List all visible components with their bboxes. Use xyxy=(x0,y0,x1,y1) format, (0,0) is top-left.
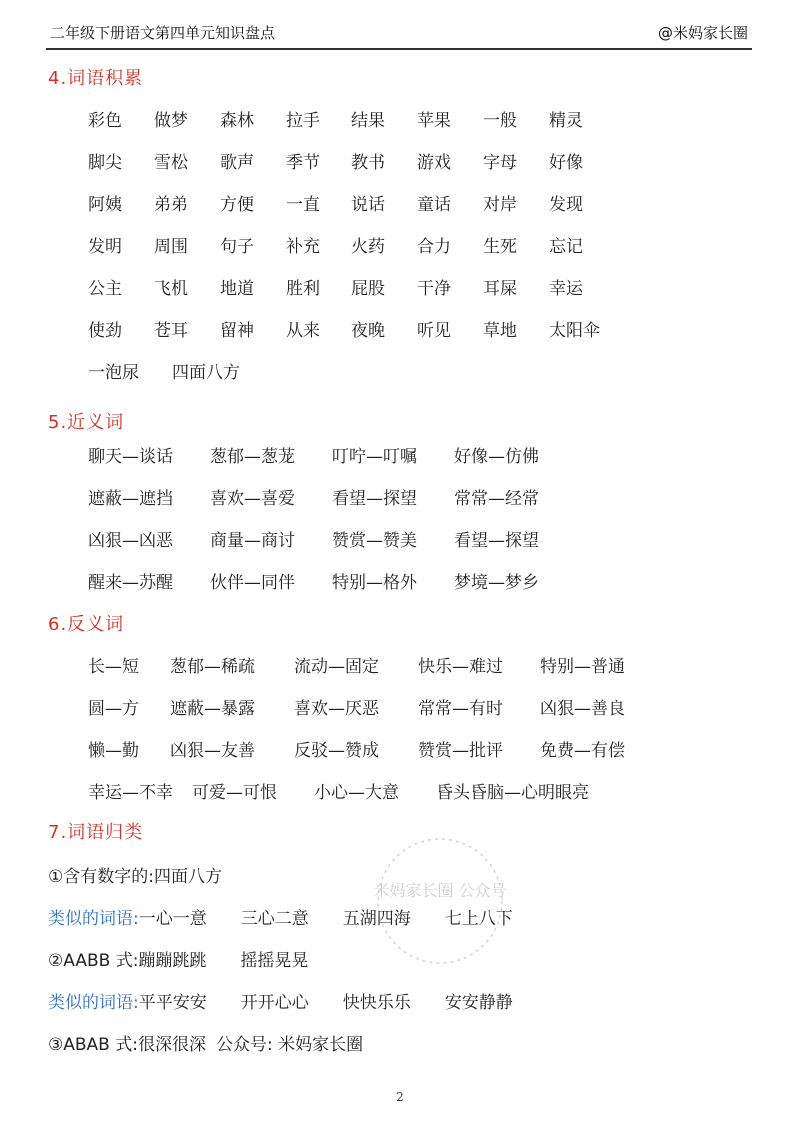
classify-item-3: ③ABAB 式:很深很深 xyxy=(48,1035,206,1055)
vocab-item: 补充 xyxy=(286,237,320,257)
synonym-item: 伙伴—同伴 xyxy=(210,573,295,593)
header-account: @米妈家长圈 xyxy=(657,24,748,42)
antonym-item: 快乐—难过 xyxy=(418,657,503,677)
antonym-item: 遮蔽—暴露 xyxy=(170,699,255,719)
similar-label: 类似的词语: xyxy=(48,993,139,1013)
vocab-item: 周围 xyxy=(154,237,188,257)
synonym-item: 看望—探望 xyxy=(332,489,417,509)
similar-word: 开开心心 xyxy=(240,993,309,1013)
similar-word: 安安静静 xyxy=(444,993,513,1013)
vocab-item: 歌声 xyxy=(220,153,254,173)
synonym-item: 商量—商讨 xyxy=(210,531,295,551)
vocab-item: 季节 xyxy=(286,153,320,173)
vocab-item: 生死 xyxy=(483,237,517,257)
antonym-item: 懒—勤 xyxy=(88,741,139,761)
vocab-item: 好像 xyxy=(549,153,583,173)
section-title-vocab: 4.词语积累 xyxy=(48,68,144,89)
page-header xyxy=(46,16,752,50)
vocab-item: 干净 xyxy=(417,279,451,299)
watermark-stamp xyxy=(365,826,515,976)
vocab-item: 忘记 xyxy=(549,237,583,257)
antonym-item: 小心—大意 xyxy=(314,783,399,803)
vocab-item: 一泡尿 xyxy=(88,363,139,383)
vocab-item: 教书 xyxy=(351,153,385,173)
vocab-item: 草地 xyxy=(483,321,517,341)
vocab-item: 一直 xyxy=(286,195,320,215)
vocab-item: 地道 xyxy=(220,279,254,299)
similar-word: 快快乐乐 xyxy=(342,993,411,1013)
vocab-item: 公主 xyxy=(88,279,122,299)
similar-word: 一心一意 xyxy=(138,909,207,929)
vocab-item: 拉手 xyxy=(286,111,320,131)
synonym-item: 喜欢—喜爱 xyxy=(210,489,295,509)
antonym-item: 常常—有时 xyxy=(418,699,503,719)
synonym-item: 特别—格外 xyxy=(332,573,417,593)
antonym-item: 反驳—赞成 xyxy=(294,741,379,761)
similar-word: 三心二意 xyxy=(240,909,309,929)
classify-item-2-extra: 摇摇晃晃 xyxy=(240,951,309,971)
page-number: 2 xyxy=(396,1090,404,1104)
vocab-item: 太阳伞 xyxy=(549,321,600,341)
vocab-item: 句子 xyxy=(220,237,254,257)
vocab-item: 屁股 xyxy=(351,279,385,299)
vocab-item: 火药 xyxy=(351,237,385,257)
antonym-item: 免费—有偿 xyxy=(540,741,625,761)
classify-item-aabb xyxy=(48,946,308,971)
vocab-item: 精灵 xyxy=(549,111,583,131)
classify-item-numbers xyxy=(48,862,222,887)
similar-word: 七上八下 xyxy=(444,909,513,929)
antonym-item: 昏头昏脑—心明眼亮 xyxy=(436,783,589,803)
vocab-item: 说话 xyxy=(351,195,385,215)
section-title-antonyms: 6.反义词 xyxy=(48,614,125,635)
antonym-item: 喜欢—厌恶 xyxy=(294,699,379,719)
antonym-item: 可爱—可恨 xyxy=(192,783,277,803)
vocab-item: 夜晚 xyxy=(351,321,385,341)
vocab-item: 彩色 xyxy=(88,111,122,131)
header-title: 二年级下册语文第四单元知识盘点 xyxy=(50,24,276,42)
vocab-item: 合力 xyxy=(417,237,451,257)
vocab-item: 四面八方 xyxy=(172,363,240,383)
synonym-item: 醒来—苏醒 xyxy=(88,573,173,593)
synonym-item: 聊天—谈话 xyxy=(88,447,173,467)
vocab-item: 做梦 xyxy=(154,111,188,131)
vocab-item: 脚尖 xyxy=(88,153,122,173)
vocab-item: 耳屎 xyxy=(483,279,517,299)
vocab-item: 胜利 xyxy=(286,279,320,299)
vocab-item: 苍耳 xyxy=(154,321,188,341)
vocab-item: 一般 xyxy=(483,111,517,131)
vocab-item: 游戏 xyxy=(417,153,451,173)
classify-item-abab xyxy=(48,1030,363,1055)
similar-word: 平平安安 xyxy=(138,993,207,1013)
antonym-item: 葱郁—稀疏 xyxy=(170,657,255,677)
section-title-classify: 7.词语归类 xyxy=(48,822,144,843)
vocab-item: 使劲 xyxy=(88,321,122,341)
antonym-item: 长—短 xyxy=(88,657,139,677)
vocab-item: 方便 xyxy=(220,195,254,215)
synonym-item: 凶狠—凶恶 xyxy=(88,531,173,551)
vocab-item: 听见 xyxy=(417,321,451,341)
vocab-item: 从来 xyxy=(286,321,320,341)
vocab-item: 童话 xyxy=(417,195,451,215)
synonym-item: 赞赏—赞美 xyxy=(332,531,417,551)
similar-words-line-2 xyxy=(48,988,513,1013)
antonym-item: 凶狠—善良 xyxy=(540,699,625,719)
vocab-item: 对岸 xyxy=(483,195,517,215)
vocab-item: 发现 xyxy=(549,195,583,215)
synonym-item: 常常—经常 xyxy=(454,489,539,509)
vocab-item: 弟弟 xyxy=(154,195,188,215)
antonym-item: 幸运—不幸 xyxy=(88,783,173,803)
synonym-item: 葱郁—葱茏 xyxy=(210,447,295,467)
antonym-item: 圆—方 xyxy=(88,699,139,719)
synonym-item: 叮咛—叮嘱 xyxy=(332,447,417,467)
synonym-item: 遮蔽—遮挡 xyxy=(88,489,173,509)
vocab-item: 字母 xyxy=(483,153,517,173)
vocab-item: 雪松 xyxy=(154,153,188,173)
section-title-synonyms: 5.近义词 xyxy=(48,412,125,433)
synonym-item: 看望—探望 xyxy=(454,531,539,551)
synonym-item: 梦境—梦乡 xyxy=(454,573,539,593)
vocab-item: 幸运 xyxy=(549,279,583,299)
similar-word: 五湖四海 xyxy=(342,909,411,929)
vocab-item: 飞机 xyxy=(154,279,188,299)
antonym-item: 凶狠—友善 xyxy=(170,741,255,761)
antonym-item: 特别—普通 xyxy=(540,657,625,677)
vocab-item: 留神 xyxy=(220,321,254,341)
antonym-item: 流动—固定 xyxy=(294,657,379,677)
vocab-item: 苹果 xyxy=(417,111,451,131)
antonym-item: 赞赏—批评 xyxy=(418,741,503,761)
classify-item-1: ①含有数字的:四面八方 xyxy=(48,867,222,887)
classify-item-2: ②AABB 式:蹦蹦跳跳 xyxy=(48,951,207,971)
vocab-item: 发明 xyxy=(88,237,122,257)
similar-label: 类似的词语: xyxy=(48,909,139,929)
vocab-item: 结果 xyxy=(351,111,385,131)
watermark-text: 米妈家长圈 公众号 xyxy=(373,881,507,900)
vocab-item: 森林 xyxy=(220,111,254,131)
classify-item-3-extra: 公众号: 米妈家长圈 xyxy=(215,1035,364,1055)
synonym-item: 好像—仿佛 xyxy=(454,447,539,467)
vocab-item: 阿姨 xyxy=(88,195,122,215)
